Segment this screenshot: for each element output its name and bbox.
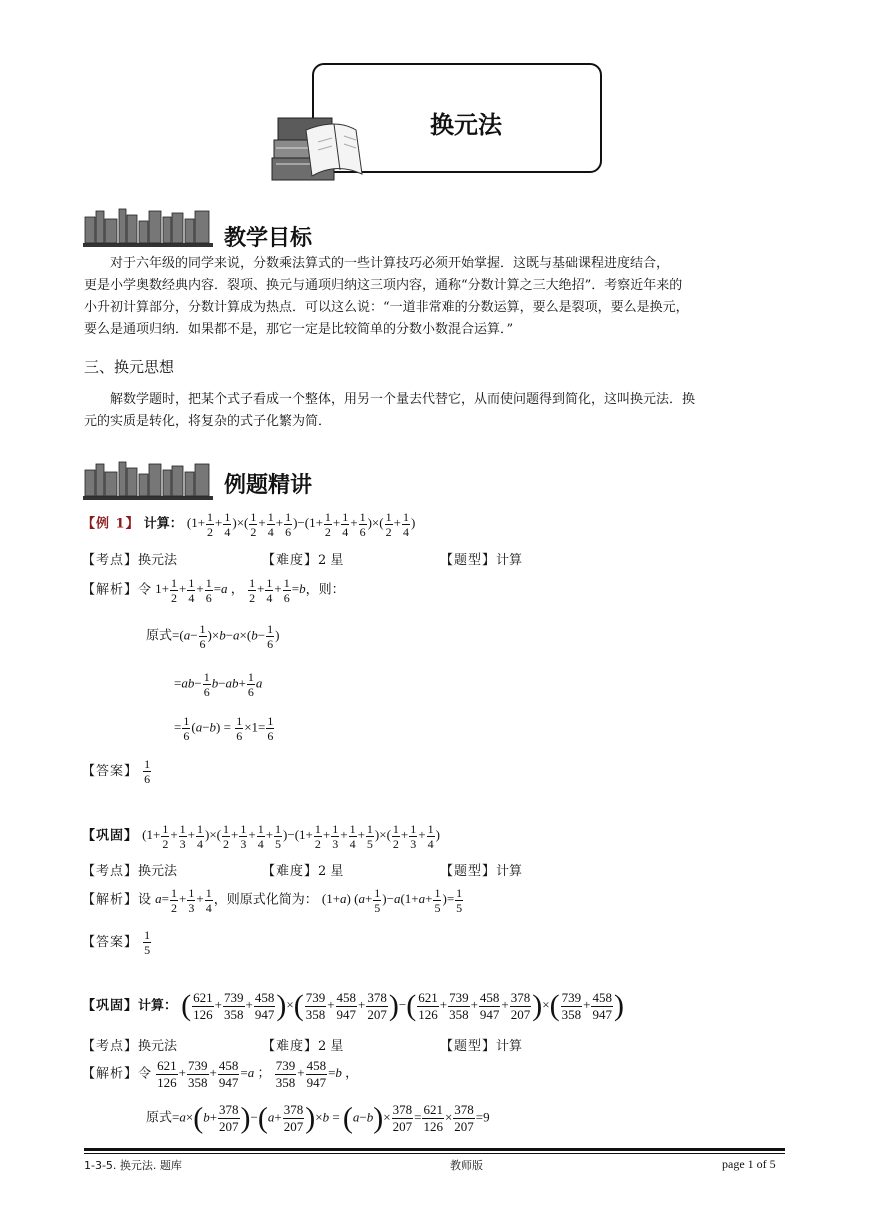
meta-difficulty: 【难度】2 星 <box>262 864 344 879</box>
example1-answer: 【答案】 $\frac{1}{6}$ <box>82 757 151 786</box>
example1-step1: 原式=(a− $\frac{1}{6}$ )×b−a×(b− $\frac{1}{6}$ ) <box>146 622 280 651</box>
example1-step3: = $\frac{1}{6}$ (a−b) = $\frac{1}{6}$ ×1= $\frac{1}{6}$ <box>174 714 274 743</box>
goals-line: 对于六年级的同学来说，分数乘法算式的一些计算技巧必须开始掌握．这既与基础课程进度结合， <box>110 256 670 271</box>
footer-rule <box>84 1148 785 1151</box>
meta-row: 【考点】换元法 <box>82 553 178 568</box>
section-heading-goals: 教学目标 <box>224 226 313 251</box>
meta-difficulty: 【难度】2 星 <box>262 553 344 568</box>
goals-line: 要么是通项归纳．如果都不是，那它一定是比较简单的分数小数混合运算．” <box>84 322 514 337</box>
idea-paragraph <box>84 389 784 433</box>
gonggu1-problem: 【巩固】 (1+ $\frac{1}{2}$ + $\frac{1}{3}$ + $\frac{1}{4}$ )×( $\frac{1}{2}$ + $\frac{1}{3}$ + $\frac{1}{4}$ + $\frac{1}{5}$ )−(1+ $\frac{1}{2}$ + $\frac{1}{3}$ + $\frac{1}{4}$ + $\frac{1}{5}$ )×( $\frac{1}{2}$ + $\frac{1}{3}$ + $\frac{1}{4}$ ) <box>82 822 440 851</box>
example1-problem: 【例 1】 计算： (1+ $\frac{1}{2}$ + $\frac{1}{4}$ )×( $\frac{1}{2}$ + $\frac{1}{4}$ + $\frac{1}{6}$ )−(1+ $\frac{1}{2}$ + $\frac{1}{4}$ + $\frac{1}{6}$ )×( $\frac{1}{2}$ + $\frac{1}{4}$ ) <box>82 510 416 539</box>
goals-line: 小升初计算部分，分数计算成为热点．可以这么说：“一道非常难的分数运算，要么是裂项，要么是换元， <box>84 300 689 315</box>
meta-topic: 【考点】换元法 <box>82 864 178 879</box>
meta-topic: 【考点】换元法 <box>82 1039 178 1054</box>
example1-solution-intro: 【解析】令 1+ $\frac{1}{2}$ + $\frac{1}{4}$ + $\frac{1}{6}$ =a ， $\frac{1}{2}$ + $\frac{1}{4}$ + $\frac{1}{6}$ =b，则： <box>82 576 345 605</box>
bookshelf-icon <box>83 460 213 500</box>
bookshelf-icon <box>83 207 213 247</box>
idea-line: 元的实质是转化，将复杂的式子化繁为简． <box>84 414 332 429</box>
meta-type: 【题型】计算 <box>440 1039 523 1054</box>
footer-rule <box>84 1153 785 1154</box>
sub-heading: 三、换元思想 <box>84 358 175 376</box>
books-illustration-icon <box>266 100 376 186</box>
idea-line: 解数学题时，把某个式子看成一个整体，用另一个量去代替它，从而使问题得到简化，这叫换元法．换 <box>110 392 696 407</box>
meta-type: 【题型】计算 <box>440 553 523 568</box>
page-title: 换元法 <box>430 111 502 139</box>
example1-step2: =ab− $\frac{1}{6}$ b−ab+ $\frac{1}{6}$ a <box>174 670 263 699</box>
gonggu1-answer: 【答案】 $\frac{1}{5}$ <box>82 928 151 957</box>
goals-line: 更是小学奥数经典内容．裂项、换元与通项归纳这三项内容，通称“分数计算之三大绝招”．考察近年来的 <box>84 278 683 293</box>
footer-left: 1-3-5. 换元法. 题库 <box>84 1159 182 1172</box>
goals-paragraph <box>84 253 784 341</box>
meta-difficulty: 【难度】2 星 <box>262 1039 344 1054</box>
gonggu2-step: 原式=a×(b+ $\frac{378}{207}$ )−(a+ $\frac{378}{207}$ )×b = (a−b)× $\frac{378}{207}$ = $\frac{621}{126}$ × $\frac{378}{207}$ =9 <box>146 1101 490 1135</box>
gonggu2-solution-intro: 【解析】令 $\frac{621}{126}$ + $\frac{739}{358}$ + $\frac{458}{947}$ =a ； $\frac{739}{358}$ + $\frac{458}{947}$ =b ， <box>82 1058 359 1090</box>
gonggu1-solution: 【解析】设 a= $\frac{1}{2}$ + $\frac{1}{3}$ + $\frac{1}{4}$ ，则原式化简为： (1+a) (a+ $\frac{1}{5}$ )−a(1+a+ $\frac{1}{5}$ )= $\frac{1}{5}$ <box>82 886 463 915</box>
gonggu2-problem: 【巩固】计算： ( $\frac{621}{126}$ + $\frac{739}{358}$ + $\frac{458}{947}$ )×( $\frac{739}{358}$ + $\frac{458}{947}$ + $\frac{378}{207}$ )−( $\frac{621}{126}$ + $\frac{739}{358}$ + $\frac{458}{947}$ + $\frac{378}{207}$ )×( $\frac{739}{358}$ + $\frac{458}{947}$ ) <box>82 989 624 1023</box>
footer-center: 教师版 <box>450 1159 483 1172</box>
meta-type: 【题型】计算 <box>440 864 523 879</box>
section-heading-examples: 例题精讲 <box>224 473 313 498</box>
footer-page: page 1 of 5 <box>722 1157 776 1171</box>
